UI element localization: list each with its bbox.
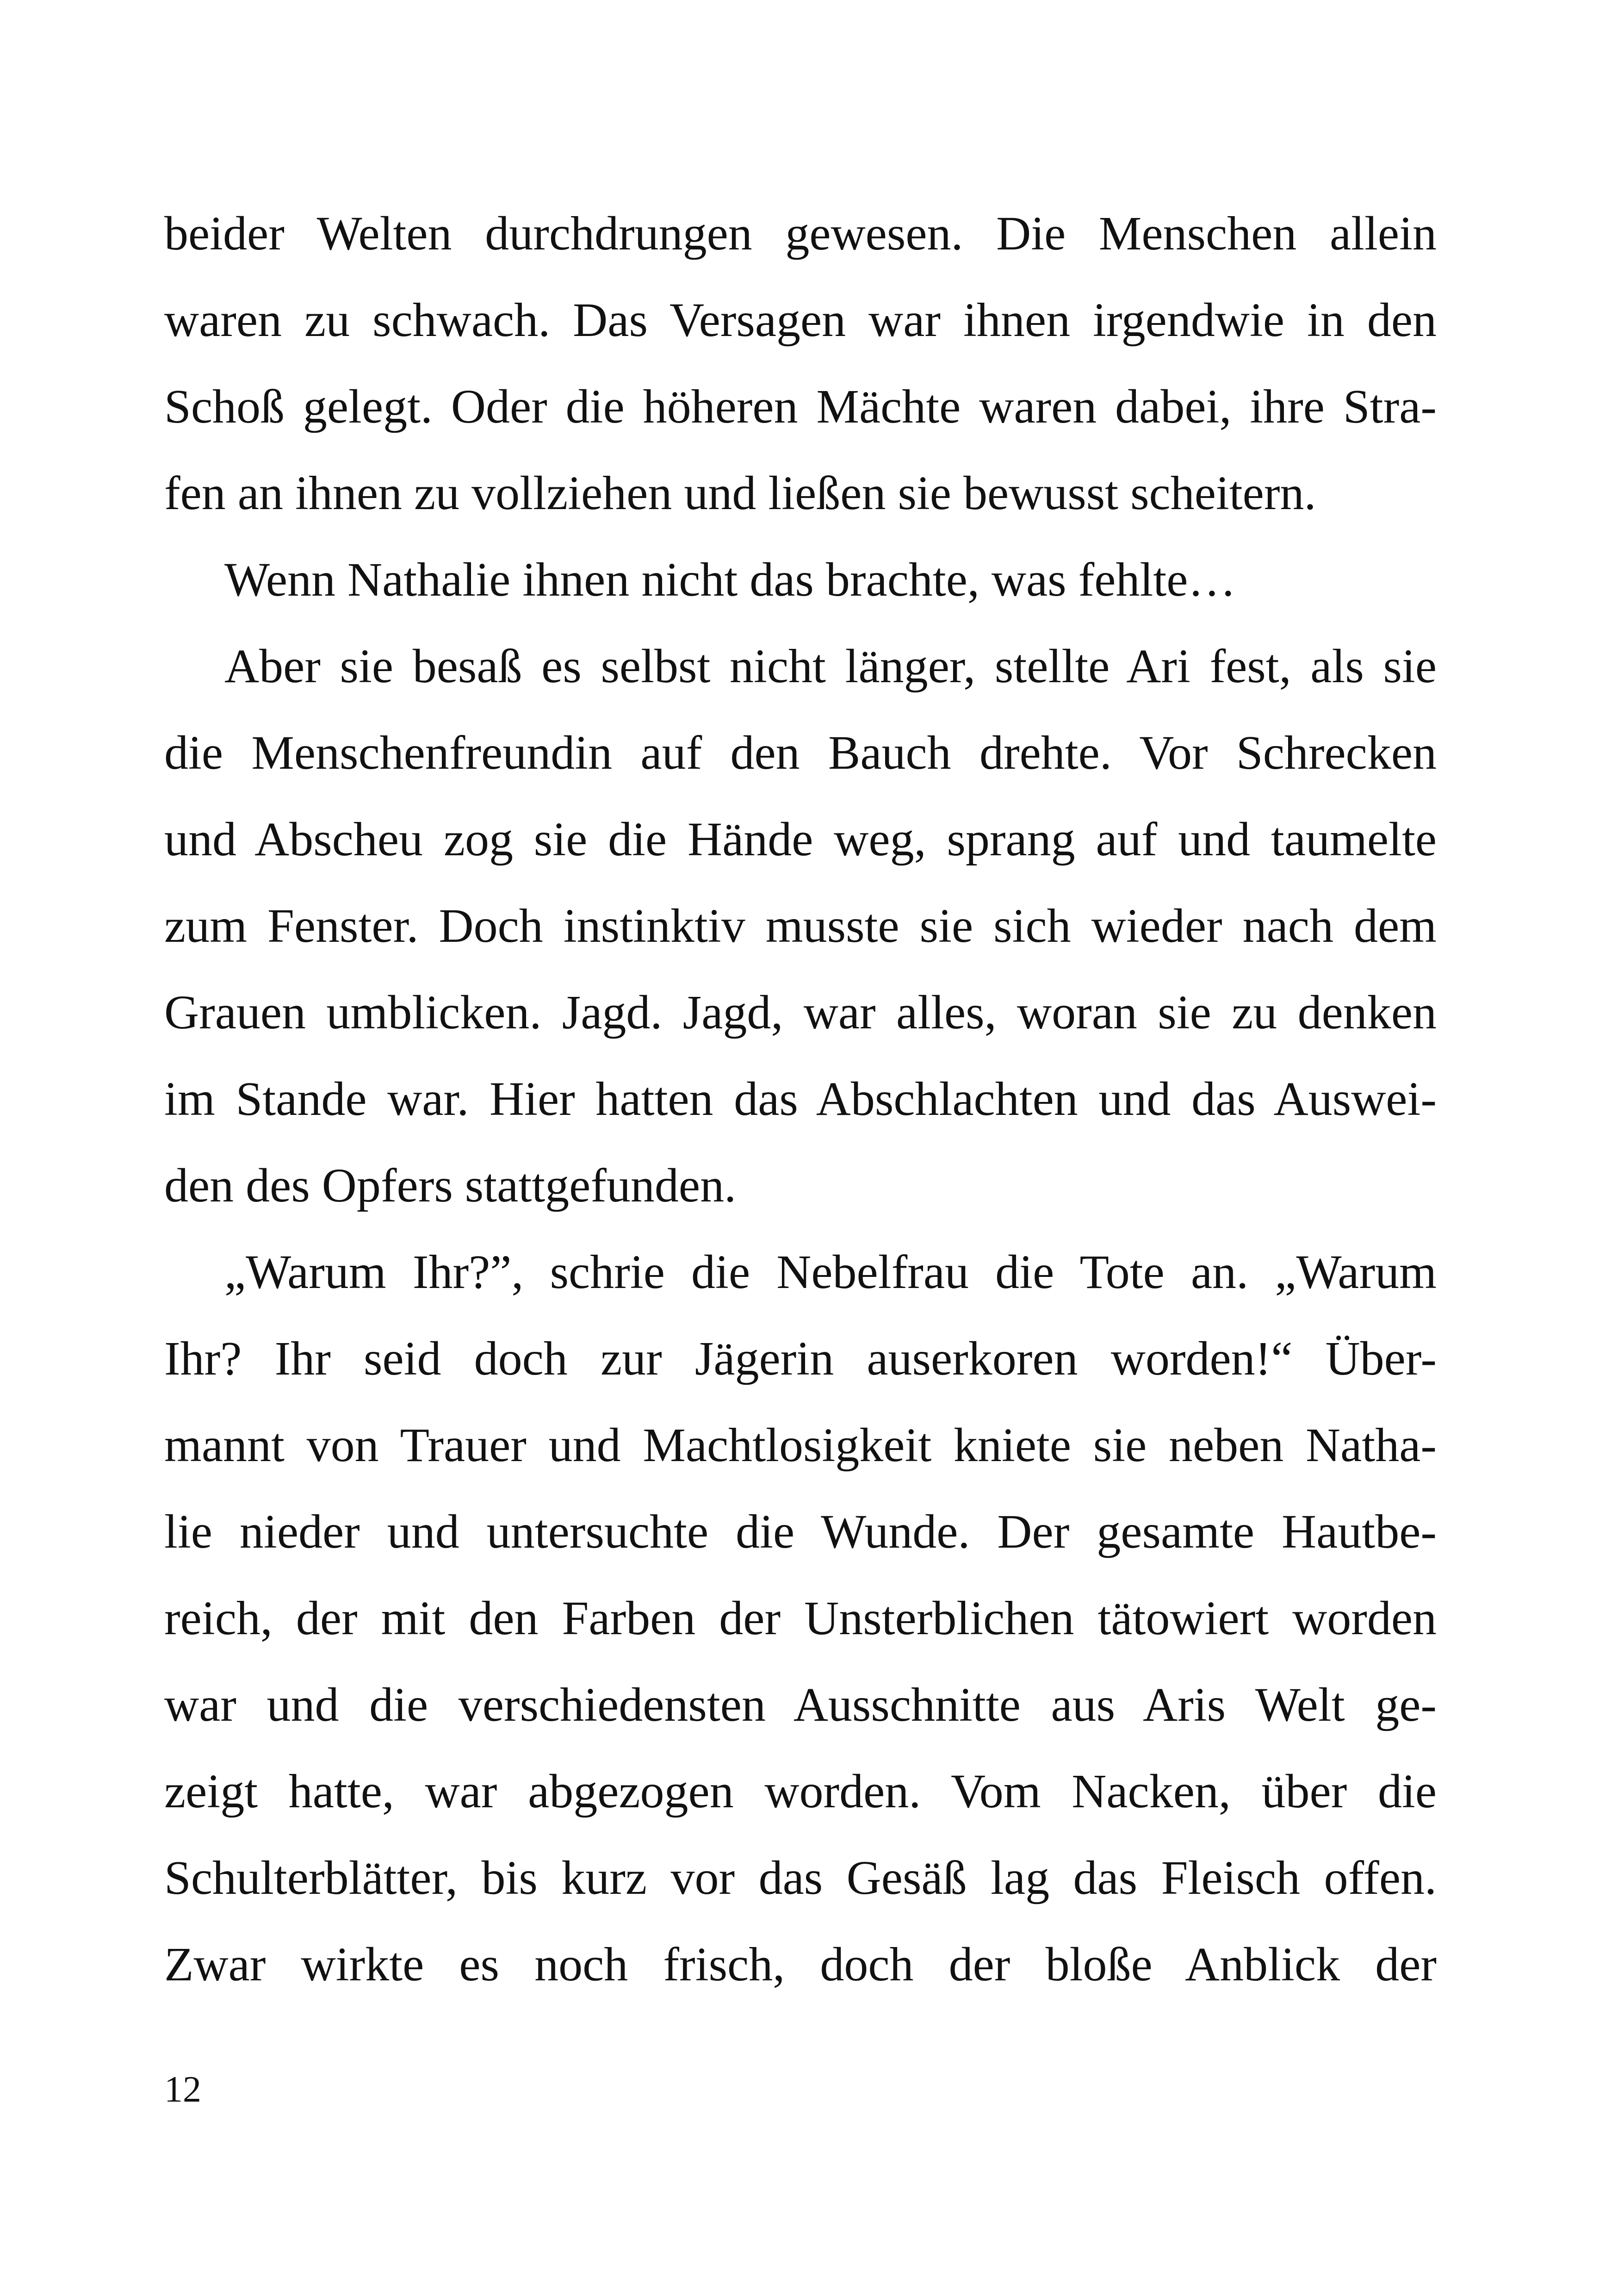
text-line: beider Welten durchdrungen gewesen. Die Menschen allein — [164, 207, 1437, 260]
text-line: die Menschenfreundin auf den Bauch drehte. Vor Schrecken — [164, 726, 1437, 779]
page-number: 12 — [164, 2069, 201, 2110]
body-text — [164, 204, 1437, 2021]
text-line: Zwar wirkte es noch frisch, doch der bloße Anblick der — [164, 1938, 1437, 1991]
text-line: reich, der mit den Farben der Unsterblichen tätowiert worden — [164, 1592, 1437, 1645]
text-line: und Abscheu zog sie die Hände weg, sprang auf und taumelte — [164, 813, 1437, 866]
text-line: lie nieder und untersuchte die Wunde. Der gesamte Hautbe- — [164, 1505, 1437, 1558]
text-line: waren zu schwach. Das Versagen war ihnen irgendwie in den — [164, 293, 1437, 347]
text-line: zeigt hatte, war abgezogen worden. Vom Nacken, über die — [164, 1765, 1437, 1818]
text-line: den des Opfers stattgefunden. — [164, 1159, 737, 1212]
text-line: fen an ihnen zu vollziehen und ließen sie bewusst scheitern. — [164, 467, 1316, 520]
text-line: Schulterblätter, bis kurz vor das Gesäß lag das Fleisch offen. — [164, 1851, 1437, 1904]
text-line: „Warum Ihr?”, schrie die Nebelfrau die Tote an. „Warum — [224, 1245, 1437, 1299]
text-line: war und die verschiedensten Ausschnitte aus Aris Welt ge- — [164, 1678, 1437, 1731]
text-line: mannt von Trauer und Machtlosigkeit kniete sie neben Natha- — [164, 1419, 1437, 1472]
text-line: Ihr? Ihr seid doch zur Jägerin auserkoren worden!“ Über- — [164, 1332, 1437, 1385]
text-line: Aber sie besaß es selbst nicht länger, stellte Ari fest, als sie — [224, 640, 1437, 693]
text-line: Wenn Nathalie ihnen nicht das brachte, was fehlte… — [224, 553, 1236, 606]
text-line: Schoß gelegt. Oder die höheren Mächte waren dabei, ihre Stra- — [164, 380, 1437, 433]
text-line: im Stande war. Hier hatten das Abschlachten und das Auswei- — [164, 1072, 1437, 1126]
text-line: Grauen umblicken. Jagd. Jagd, war alles, woran sie zu denken — [164, 986, 1437, 1039]
text-line: zum Fenster. Doch instinktiv musste sie sich wieder nach dem — [164, 899, 1437, 952]
